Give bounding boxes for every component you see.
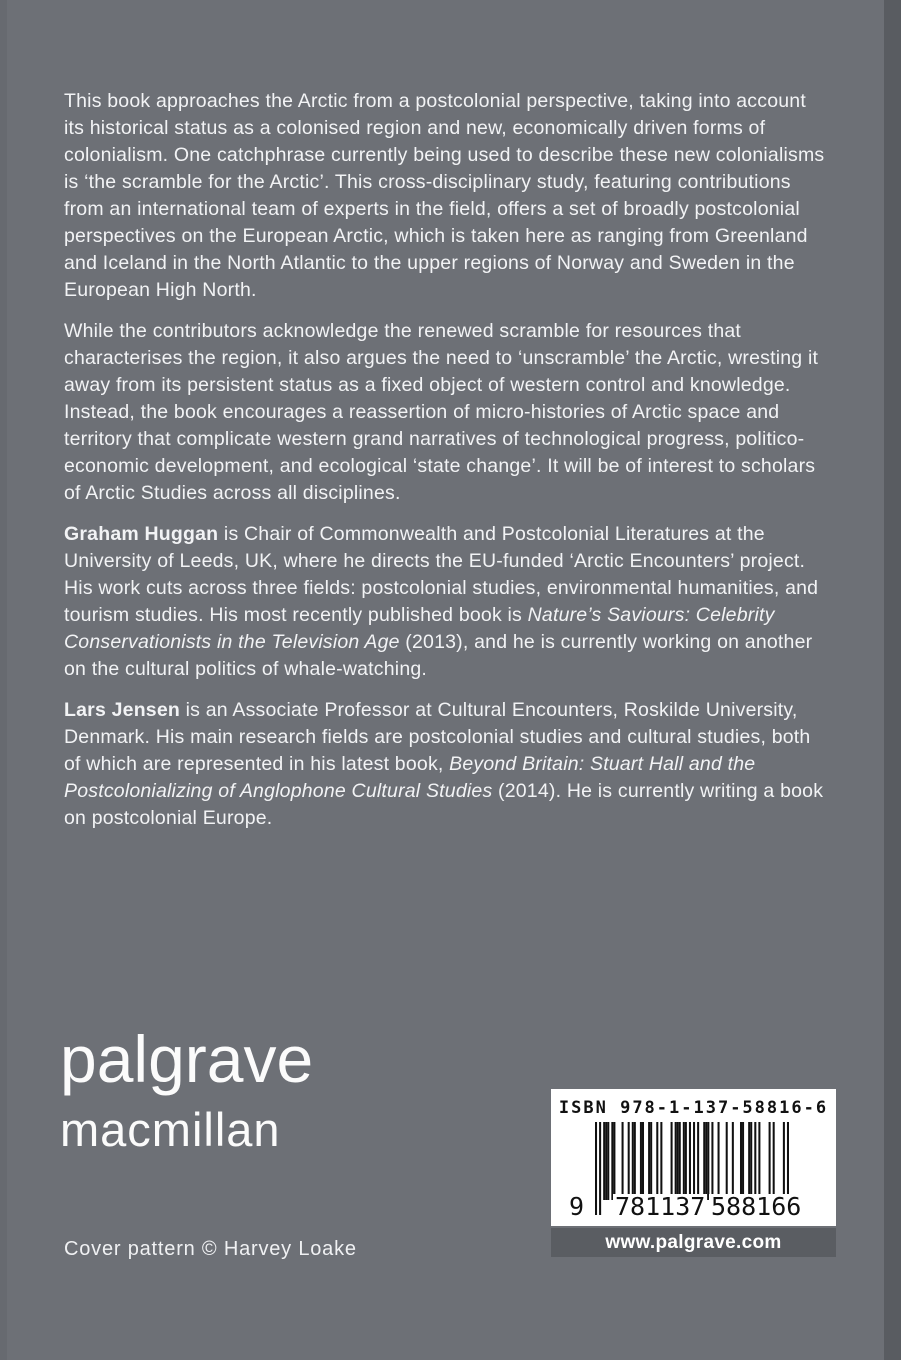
text-run-normal: is Chair of Commonwealth and Postcolonial Literatures at the University of Leeds, UK, where he directs the EU-funded ‘Arctic Encounters’ project. His work cuts across three fields: postcolonial studies, environmental humanities, and tourism studies. His most recently published book is bbox=[64, 523, 819, 626]
isbn-barcode-panel bbox=[551, 1089, 836, 1226]
publisher-website-strip bbox=[551, 1228, 836, 1257]
ean-digit-lead: 9 bbox=[569, 1192, 585, 1221]
publisher-logo-macmillan: macmillan bbox=[60, 1103, 281, 1156]
text-run-italic: Nature’s Saviours: Celebrity Conservationists in the Television Age bbox=[64, 604, 775, 653]
isbn-label: ISBN 978-1-137-58816-6 bbox=[558, 1098, 829, 1118]
back-cover-text bbox=[64, 88, 830, 846]
text-run-normal: is an Associate Professor at Cultural Encounters, Roskilde University, Denmark. His main research fields are postcolonial studies and cultural studies, both of which are represented in his latest book, bbox=[64, 699, 811, 775]
text-run-normal: (2014). He is currently writing a book on postcolonial Europe. bbox=[64, 780, 824, 829]
paragraph bbox=[64, 697, 830, 832]
publisher-website: www.palgrave.com bbox=[605, 1231, 782, 1253]
text-run-normal: (2013), and he is currently working on another on the cultural politics of whale-watching. bbox=[64, 631, 813, 680]
cover-pattern-credit: Cover pattern © Harvey Loake bbox=[64, 1238, 357, 1260]
ean-digits-right: 588166 bbox=[711, 1192, 802, 1221]
paragraph bbox=[64, 318, 830, 507]
text-run-normal: While the contributors acknowledge the renewed scramble for resources that characterises the region, it also argues the need to ‘unscramble’ the Arctic, wresting it away from its persistent status as a fixed object of western control and knowledge. Instead, the book encourages a reassertion of micro-histories of Arctic space and territory that complicate western grand narratives of technological progress, politico-economic development, and ecological ‘state change’. It will be of interest to scholars of Arctic Studies across all disciplines. bbox=[64, 320, 819, 504]
cover-right-edge-shade bbox=[884, 0, 901, 1360]
ean-digits-left: 781137 bbox=[615, 1192, 706, 1221]
paragraph bbox=[64, 88, 830, 304]
paragraph bbox=[64, 521, 830, 683]
publisher-logo bbox=[60, 1022, 314, 1156]
text-run-normal: This book approaches the Arctic from a postcolonial perspective, taking into account its historical status as a colonised region and new, economically driven forms of colonialism. One catchphrase currently being used to describe these new colonialisms is ‘the scramble for the Arctic’. This cross-disciplinary study, featuring contributions from an international team of experts in the field, offers a set of broadly postcolonial perspectives on the European Arctic, which is taken here as ranging from Greenland and Iceland in the North Atlantic to the upper regions of Norway and Sweden in the European High North. bbox=[64, 90, 825, 301]
cover-left-edge-shade bbox=[0, 0, 7, 1360]
text-run-bold: Lars Jensen bbox=[64, 699, 181, 721]
text-run-italic: Beyond Britain: Stuart Hall and the Postcolonializing of Anglophone Cultural Studies bbox=[64, 753, 756, 802]
text-run-bold: Graham Huggan bbox=[64, 523, 219, 545]
publisher-logo-palgrave: palgrave bbox=[60, 1022, 314, 1096]
